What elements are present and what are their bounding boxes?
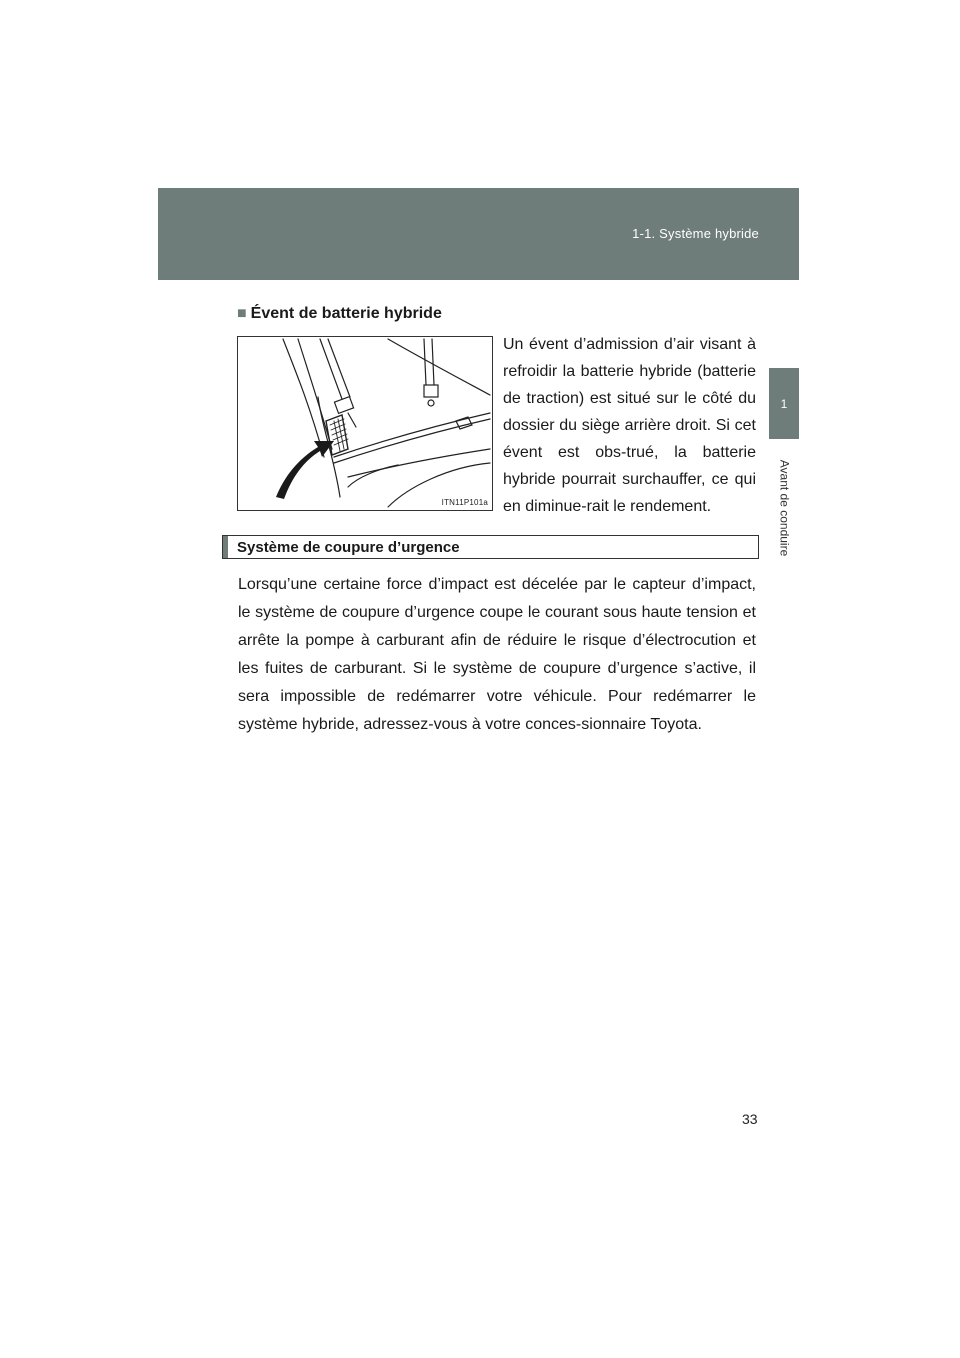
vent-heading — [237, 305, 442, 323]
header-band — [158, 188, 799, 280]
seat-top-line — [388, 339, 490, 395]
emergency-description: Lorsqu’une certaine force d’impact est décelée par le capteur d’impact, le système de coupure d’urgence coupe le courant sous haute tension et arrête la pompe à carburant afin de réduire le risque d’électrocution et les fuites de carburant. Si le système de coupure d’urgence s’active, il sera impossible de redémarrer votre véhicule. Pour redémarrer le système hybride, adressez-vous à votre conces-sionnaire Toyota. — [238, 576, 756, 733]
figure-code: ITN11P101a — [441, 498, 488, 507]
square-bullet-icon: ■ — [237, 305, 247, 322]
vent-heading-text: Évent de batterie hybride — [250, 305, 442, 322]
section-title: 1-1. Système hybride — [632, 226, 759, 241]
arrow-icon — [276, 441, 334, 499]
section-heading: Système de coupure d’urgence — [237, 538, 460, 556]
page-number: 33 — [742, 1111, 758, 1127]
seat-vent-illustration — [237, 336, 493, 511]
seat-edge-line — [298, 339, 332, 449]
vent-description: Un évent d’admission d’air visant à refroidir la batterie hybride (batterie de traction) est situé sur le côté du dossier du siège arrière droit. Si cet évent est obs-trué, la batterie hybride pourrait surchauffer, ce qui en diminue-rait le rendement. — [503, 336, 756, 515]
section-heading-bar — [222, 535, 759, 559]
chapter-tab: 1 — [769, 368, 799, 439]
chapter-label — [770, 448, 798, 568]
rear-seat-drawing — [238, 337, 492, 510]
chapter-label-text: Avant de conduire — [777, 459, 792, 557]
